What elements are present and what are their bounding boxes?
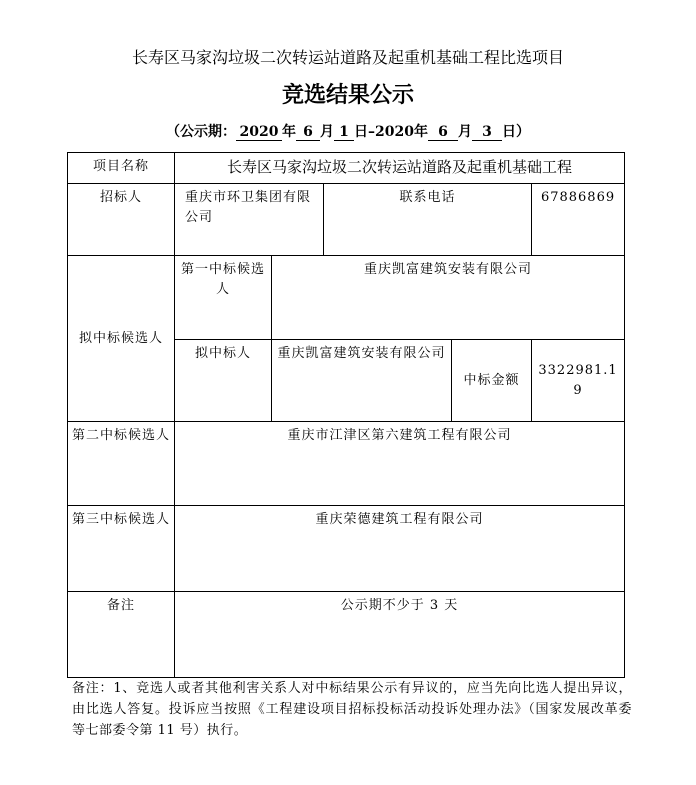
period-end-year: –2020 xyxy=(368,124,414,140)
period-end-day: 3 xyxy=(472,124,502,141)
project-name-value: 长寿区马家沟垃圾二次转运站道路及起重机基础工程 xyxy=(175,153,625,184)
period-start-month: 6 xyxy=(296,124,320,141)
tenderer-value: 重庆市环卫集团有限公司 xyxy=(175,184,324,256)
proposed-winner-value: 重庆凯富建筑安装有限公司 xyxy=(272,340,452,422)
footnote: 备注：1、竞选人或者其他利害关系人对中标结果公示有异议的，应当先向比选人提出异议，由比选人答复。投诉应当按照《工程建设项目招标投标活动投诉处理办法》（国家发展改革委等七部委令第 11 号）执行。 xyxy=(72,681,632,738)
period-start-year: 2020 xyxy=(236,124,282,141)
first-candidate-value: 重庆凯富建筑安装有限公司 xyxy=(272,256,625,340)
phone-value: 67886869 xyxy=(532,184,625,256)
remarks-value: 公示期不少于 3 天 xyxy=(175,592,625,678)
publicity-period xyxy=(0,122,696,142)
period-day-char: 日 xyxy=(354,124,369,140)
period-month-char-2: 月 xyxy=(457,124,472,140)
phone-label: 联系电话 xyxy=(324,184,532,256)
third-candidate-value: 重庆荣德建筑工程有限公司 xyxy=(175,506,625,592)
third-candidate-label: 第三中标候选人 xyxy=(68,506,175,592)
period-year-char-2: 年 xyxy=(413,124,428,140)
document-title: 长寿区马家沟垃圾二次转运站道路及起重机基础工程比选项目 xyxy=(131,48,564,67)
period-month-char: 月 xyxy=(320,124,335,140)
period-end-month: 6 xyxy=(428,124,458,141)
second-candidate-value: 重庆市江津区第六建筑工程有限公司 xyxy=(175,422,625,506)
document-subtitle: 竞选结果公示 xyxy=(281,82,414,108)
proposed-winner-label: 拟中标人 xyxy=(175,340,272,422)
period-year-char: 年 xyxy=(282,124,297,140)
second-candidate-label: 第二中标候选人 xyxy=(68,422,175,506)
amount-value: 3322981.19 xyxy=(532,340,625,422)
remarks-label: 备注 xyxy=(68,592,175,678)
amount-label: 中标金额 xyxy=(452,340,532,422)
result-table xyxy=(67,152,625,678)
period-label: （公示期： xyxy=(166,124,237,140)
first-candidate-label: 第一中标候选人 xyxy=(175,256,272,340)
tenderer-label: 招标人 xyxy=(68,184,175,256)
period-start-day: 1 xyxy=(334,124,354,141)
period-closing: 日） xyxy=(501,124,530,140)
proposed-candidate-label: 拟中标候选人 xyxy=(68,256,175,422)
project-name-label: 项目名称 xyxy=(68,153,175,184)
